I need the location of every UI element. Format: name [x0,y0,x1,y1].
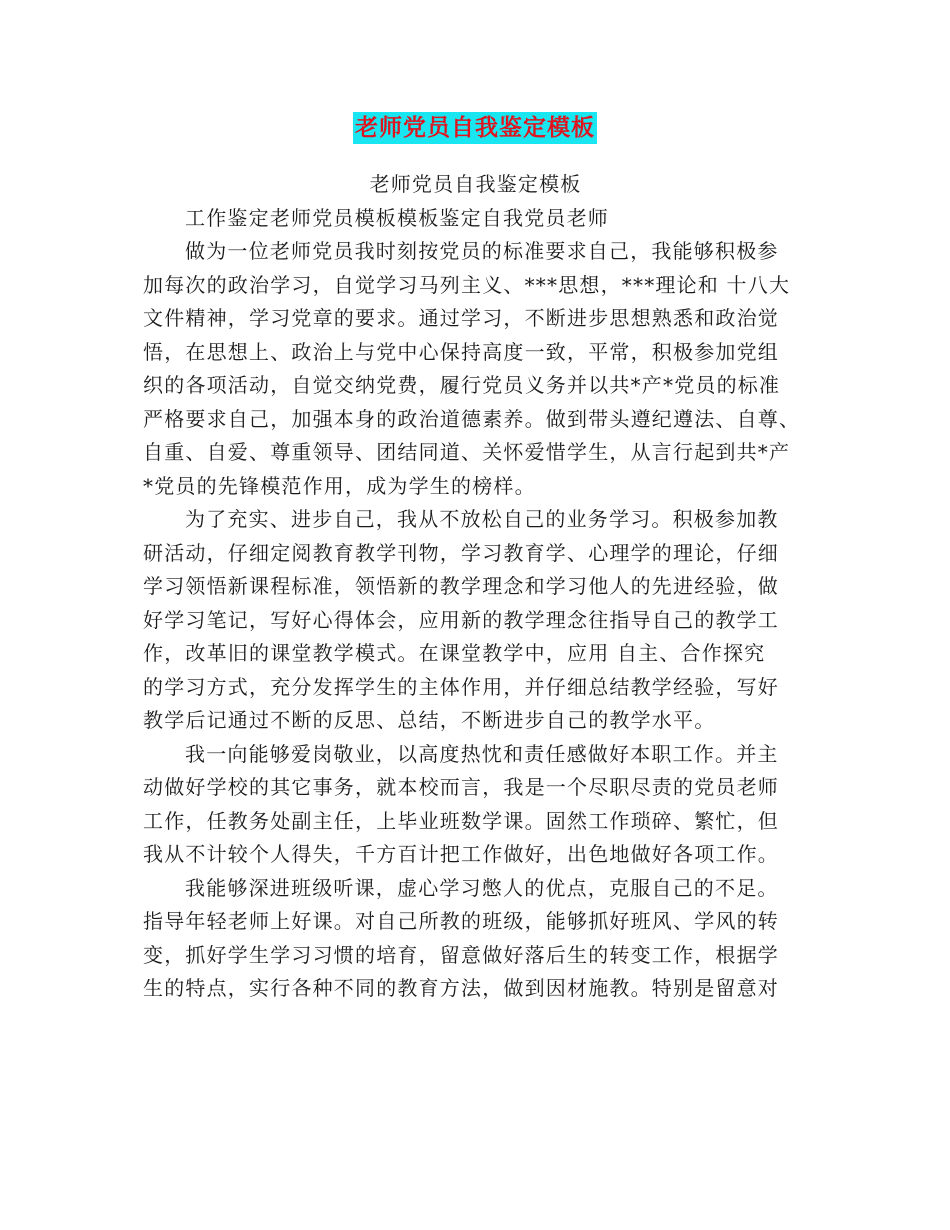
paragraph-line: 学习领悟新课程标准，领悟新的教学理念和学习他人的先进经验，做 [143,574,779,598]
document-body [143,168,808,1006]
paragraph-line: 悟，在思想上、政治上与党中心保持高度一致，平常，积极参加党组 [143,339,779,364]
paragraph-line: 指导年轻老师上好课。对自己所教的班级，能够抓好班风、学风的转 [143,909,779,933]
paragraph-line: 作，改革旧的课堂教学模式。在课堂教学中，应用 自主、合作探究 [143,641,766,665]
paragraph-line: 教学后记通过不断的反思、总结，不断进步自己的教学水平。 [143,708,716,732]
document-subtitle: 老师党员自我鉴定模板 [369,172,582,196]
paragraph-line: 做为一位老师党员我时刻按党员的标准要求自己，我能够积极参 [185,239,779,263]
paragraph-line: 工作，任教务处副主任，上毕业班数学课。固然工作琐碎、繁忙，但 [143,808,779,833]
paragraph-line: 文件精神，学习党章的要求。通过学习，不断进步思想熟悉和政治觉 [143,306,779,330]
paragraph-line: *党员的先锋模范作用，成为学生的榜样。 [143,473,536,498]
paragraph-line: 研活动，仔细定阅教育教学刊物，学习教育学、心理学的理论，仔细 [143,540,779,565]
paragraph-line: 我一向能够爱岗敬业，以高度热忱和责任感做好本职工作。并主 [185,741,779,766]
paragraph-line: 动做好学校的其它事务，就本校而言，我是一个尽职尽责的党员老师 [143,775,779,799]
paragraph-1 [143,235,808,503]
paragraph-line: 加每次的政治学习，自觉学习马列主义、***思想，***理论和 十八大 [143,272,791,297]
paragraph-3 [143,738,808,872]
paragraph-line: 的学习方式，充分发挥学生的主体作用，并仔细总结教学经验，写好 [143,674,779,699]
paragraph-line: 好学习笔记，写好心得体会，应用新的教学理念往指导自己的教学工 [143,607,779,632]
paragraph-line: 生的特点，实行各种不同的教育方法，做到因材施教。特别是留意对 [143,976,779,1000]
paragraph-2 [143,503,808,738]
paragraph-line: 我能够深进班级听课，虚心学习憋人的优点，克服自己的不足。 [185,875,779,900]
paragraph-line: 织的各项活动，自觉交纳党费，履行党员义务并以共*产*党员的标准 [143,373,781,397]
paragraph-line: 我从不计较个人得失，千方百计把工作做好，出色地做好各项工作。 [143,842,779,866]
paragraph-line: 为了充实、进步自己，我从不放松自己的业务学习。积极参加教 [185,507,779,531]
paragraph-line: 自重、自爱、尊重领导、团结同道、关怀爱惜学生，从言行起到共*产 [143,440,791,464]
paragraph-4 [143,872,808,1006]
document-title-text: 老师党员自我鉴定模板 [353,112,597,144]
paragraph-line: 严格要求自己，加强本身的政治道德素养。做到带头遵纪遵法、自尊、 [143,406,801,431]
document-title [0,112,950,146]
paragraph-line: 变，抓好学生学习习惯的培育，留意做好落后生的转变工作，根据学 [143,942,779,967]
document-keywords: 工作鉴定老师党员模板模板鉴定自我党员老师 [185,205,609,230]
